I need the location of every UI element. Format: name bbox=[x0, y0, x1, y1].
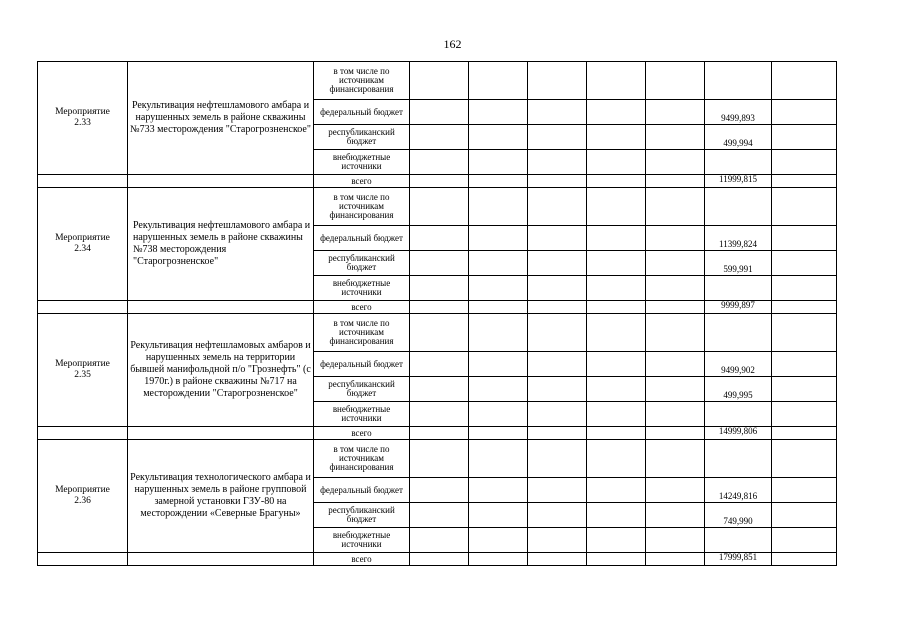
total-row bbox=[38, 427, 876, 440]
funding-value bbox=[705, 314, 772, 352]
empty-cell bbox=[410, 62, 469, 100]
funding-value bbox=[705, 402, 772, 427]
funding-source: в том числе по источникам финансирования bbox=[314, 188, 410, 226]
total-label: всего bbox=[314, 553, 410, 566]
empty-cell bbox=[469, 478, 528, 503]
empty-cell bbox=[646, 125, 705, 150]
empty-cell bbox=[469, 528, 528, 553]
empty-cell bbox=[772, 440, 837, 478]
empty-cell bbox=[38, 427, 128, 440]
empty-cell bbox=[528, 503, 587, 528]
funding-value bbox=[705, 188, 772, 226]
empty-cell bbox=[528, 440, 587, 478]
empty-cell bbox=[469, 503, 528, 528]
empty-cell bbox=[646, 226, 705, 251]
empty-cell bbox=[646, 175, 705, 188]
empty-cell bbox=[410, 478, 469, 503]
empty-cell bbox=[772, 251, 837, 276]
empty-cell bbox=[587, 352, 646, 377]
empty-cell bbox=[587, 427, 646, 440]
empty-cell bbox=[587, 188, 646, 226]
empty-cell bbox=[528, 150, 587, 175]
empty-cell bbox=[646, 427, 705, 440]
total-value: 17999,851 bbox=[705, 553, 772, 566]
empty-cell bbox=[587, 314, 646, 352]
empty-cell bbox=[646, 301, 705, 314]
funding-value: 499,994 bbox=[705, 125, 772, 150]
empty-cell bbox=[528, 352, 587, 377]
funding-value: 749,990 bbox=[705, 503, 772, 528]
empty-cell bbox=[410, 150, 469, 175]
table-row bbox=[38, 188, 876, 226]
empty-cell bbox=[128, 553, 314, 566]
empty-cell bbox=[587, 62, 646, 100]
funding-source: внебюджетные источники bbox=[314, 402, 410, 427]
empty-cell bbox=[528, 478, 587, 503]
empty-cell bbox=[646, 100, 705, 125]
empty-cell bbox=[128, 175, 314, 188]
funding-source: в том числе по источникам финансирования bbox=[314, 62, 410, 100]
empty-cell bbox=[410, 402, 469, 427]
empty-cell bbox=[469, 150, 528, 175]
funding-value: 11399,824 bbox=[705, 226, 772, 251]
empty-cell bbox=[469, 440, 528, 478]
funding-value: 599,991 bbox=[705, 251, 772, 276]
empty-cell bbox=[772, 503, 837, 528]
funding-source: республиканский бюджет bbox=[314, 251, 410, 276]
empty-cell bbox=[528, 125, 587, 150]
empty-cell bbox=[528, 402, 587, 427]
funding-source: федеральный бюджет bbox=[314, 352, 410, 377]
funding-value bbox=[705, 150, 772, 175]
empty-cell bbox=[528, 100, 587, 125]
empty-cell bbox=[646, 440, 705, 478]
empty-cell bbox=[410, 377, 469, 402]
empty-cell bbox=[587, 226, 646, 251]
empty-cell bbox=[646, 314, 705, 352]
empty-cell bbox=[772, 125, 837, 150]
empty-cell bbox=[410, 276, 469, 301]
funding-source: федеральный бюджет bbox=[314, 100, 410, 125]
funding-value bbox=[705, 62, 772, 100]
empty-cell bbox=[128, 301, 314, 314]
empty-cell bbox=[772, 226, 837, 251]
empty-cell bbox=[469, 276, 528, 301]
table-row bbox=[38, 62, 876, 100]
empty-cell bbox=[772, 553, 837, 566]
measure-name: Рекультивация нефтешламовых амбаров и нарушенных земель на территории бывшей манифольдной п/о "Грознефть" (с 1970г.) в районе скважины №717 на месторождении "Старогрозненское" bbox=[128, 314, 314, 427]
empty-cell bbox=[410, 553, 469, 566]
empty-cell bbox=[469, 427, 528, 440]
measure-name: Рекультивация нефтешламового амбара и нарушенных земель в районе скважины №733 месторождения "Старогрозненское" bbox=[128, 62, 314, 175]
total-value: 14999,806 bbox=[705, 427, 772, 440]
measure-id: Мероприятие 2.34 bbox=[38, 188, 128, 301]
empty-cell bbox=[587, 125, 646, 150]
empty-cell bbox=[469, 352, 528, 377]
funding-source: республиканский бюджет bbox=[314, 377, 410, 402]
empty-cell bbox=[646, 553, 705, 566]
empty-cell bbox=[410, 175, 469, 188]
financing-table bbox=[37, 61, 876, 566]
total-value: 11999,815 bbox=[705, 175, 772, 188]
empty-cell bbox=[587, 402, 646, 427]
measure-id: Мероприятие 2.36 bbox=[38, 440, 128, 553]
empty-cell bbox=[772, 100, 837, 125]
empty-cell bbox=[772, 314, 837, 352]
empty-cell bbox=[38, 175, 128, 188]
measure-name: Рекультивация нефтешламового амбара и нарушенных земель в районе скважины №738 месторождения "Старогрозненское" bbox=[128, 188, 314, 301]
empty-cell bbox=[410, 427, 469, 440]
empty-cell bbox=[410, 440, 469, 478]
empty-cell bbox=[410, 125, 469, 150]
empty-cell bbox=[528, 62, 587, 100]
empty-cell bbox=[646, 352, 705, 377]
measure-id: Мероприятие 2.35 bbox=[38, 314, 128, 427]
empty-cell bbox=[469, 314, 528, 352]
empty-cell bbox=[772, 276, 837, 301]
funding-source: внебюджетные источники bbox=[314, 150, 410, 175]
funding-value: 9499,902 bbox=[705, 352, 772, 377]
funding-source: республиканский бюджет bbox=[314, 125, 410, 150]
empty-cell bbox=[528, 276, 587, 301]
empty-cell bbox=[528, 427, 587, 440]
empty-cell bbox=[469, 226, 528, 251]
empty-cell bbox=[410, 528, 469, 553]
funding-source: внебюджетные источники bbox=[314, 276, 410, 301]
page-number: 162 bbox=[443, 37, 462, 51]
empty-cell bbox=[646, 276, 705, 301]
empty-cell bbox=[772, 188, 837, 226]
total-row bbox=[38, 301, 876, 314]
funding-source: федеральный бюджет bbox=[314, 478, 410, 503]
funding-value bbox=[705, 440, 772, 478]
empty-cell bbox=[410, 503, 469, 528]
empty-cell bbox=[646, 62, 705, 100]
empty-cell bbox=[646, 251, 705, 276]
total-value: 9999,897 bbox=[705, 301, 772, 314]
empty-cell bbox=[469, 62, 528, 100]
funding-value bbox=[705, 528, 772, 553]
empty-cell bbox=[587, 377, 646, 402]
empty-cell bbox=[772, 175, 837, 188]
funding-source: республиканский бюджет bbox=[314, 503, 410, 528]
empty-cell bbox=[528, 314, 587, 352]
funding-source: в том числе по источникам финансирования bbox=[314, 314, 410, 352]
funding-value: 9499,893 bbox=[705, 100, 772, 125]
empty-cell bbox=[646, 402, 705, 427]
empty-cell bbox=[469, 251, 528, 276]
empty-cell bbox=[587, 175, 646, 188]
empty-cell bbox=[528, 188, 587, 226]
empty-cell bbox=[646, 188, 705, 226]
empty-cell bbox=[528, 301, 587, 314]
empty-cell bbox=[772, 62, 837, 100]
funding-value: 499,995 bbox=[705, 377, 772, 402]
measure-name: Рекультивация технологического амбара и нарушенных земель в районе групповой замерной установки ГЗУ-80 на месторождении «Северные Брагуны» bbox=[128, 440, 314, 553]
empty-cell bbox=[469, 125, 528, 150]
empty-cell bbox=[587, 503, 646, 528]
empty-cell bbox=[410, 226, 469, 251]
empty-cell bbox=[587, 440, 646, 478]
empty-cell bbox=[587, 100, 646, 125]
empty-cell bbox=[772, 478, 837, 503]
empty-cell bbox=[587, 553, 646, 566]
empty-cell bbox=[646, 503, 705, 528]
empty-cell bbox=[410, 314, 469, 352]
empty-cell bbox=[528, 251, 587, 276]
empty-cell bbox=[772, 402, 837, 427]
empty-cell bbox=[587, 251, 646, 276]
total-row bbox=[38, 553, 876, 566]
funding-value bbox=[705, 276, 772, 301]
empty-cell bbox=[410, 251, 469, 276]
empty-cell bbox=[528, 175, 587, 188]
empty-cell bbox=[772, 301, 837, 314]
total-label: всего bbox=[314, 301, 410, 314]
empty-cell bbox=[410, 188, 469, 226]
funding-source: федеральный бюджет bbox=[314, 226, 410, 251]
empty-cell bbox=[469, 402, 528, 427]
empty-cell bbox=[38, 553, 128, 566]
empty-cell bbox=[410, 352, 469, 377]
empty-cell bbox=[646, 377, 705, 402]
empty-cell bbox=[772, 528, 837, 553]
empty-cell bbox=[587, 301, 646, 314]
empty-cell bbox=[772, 377, 837, 402]
empty-cell bbox=[38, 301, 128, 314]
empty-cell bbox=[469, 301, 528, 314]
empty-cell bbox=[469, 100, 528, 125]
empty-cell bbox=[410, 100, 469, 125]
empty-cell bbox=[587, 150, 646, 175]
empty-cell bbox=[469, 188, 528, 226]
funding-value: 14249,816 bbox=[705, 478, 772, 503]
empty-cell bbox=[646, 478, 705, 503]
empty-cell bbox=[772, 427, 837, 440]
empty-cell bbox=[587, 528, 646, 553]
table-row bbox=[38, 440, 876, 478]
empty-cell bbox=[469, 377, 528, 402]
empty-cell bbox=[646, 528, 705, 553]
measure-id: Мероприятие 2.33 bbox=[38, 62, 128, 175]
empty-cell bbox=[469, 175, 528, 188]
total-label: всего bbox=[314, 175, 410, 188]
empty-cell bbox=[587, 478, 646, 503]
empty-cell bbox=[528, 226, 587, 251]
empty-cell bbox=[128, 427, 314, 440]
total-row bbox=[38, 175, 876, 188]
table-row bbox=[38, 314, 876, 352]
empty-cell bbox=[772, 352, 837, 377]
empty-cell bbox=[772, 150, 837, 175]
empty-cell bbox=[528, 528, 587, 553]
empty-cell bbox=[587, 276, 646, 301]
empty-cell bbox=[528, 553, 587, 566]
funding-source: в том числе по источникам финансирования bbox=[314, 440, 410, 478]
empty-cell bbox=[469, 553, 528, 566]
empty-cell bbox=[646, 150, 705, 175]
funding-source: внебюджетные источники bbox=[314, 528, 410, 553]
total-label: всего bbox=[314, 427, 410, 440]
empty-cell bbox=[410, 301, 469, 314]
empty-cell bbox=[528, 377, 587, 402]
